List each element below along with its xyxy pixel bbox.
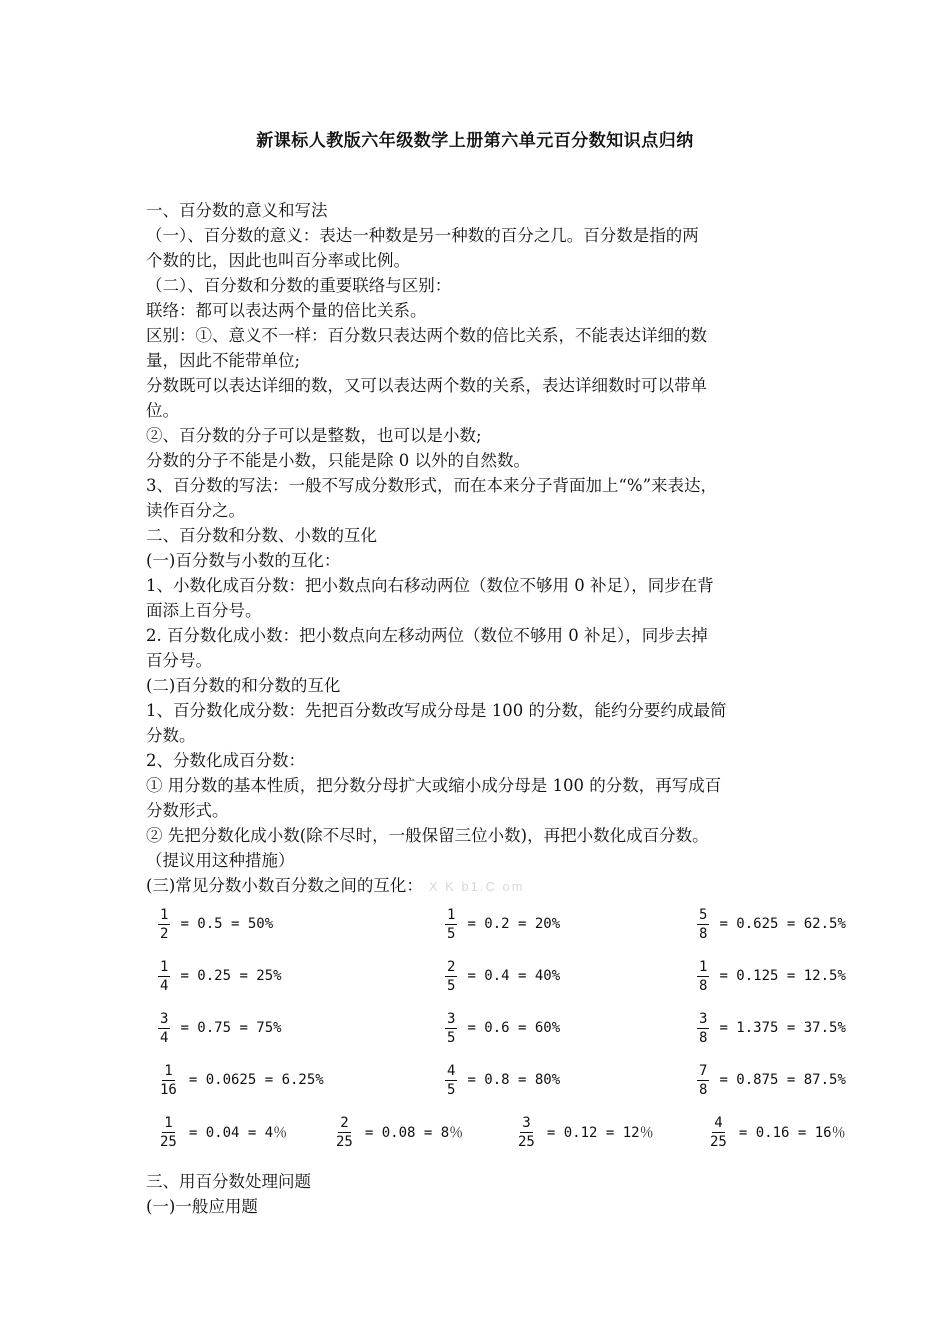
denominator: 4 <box>160 1029 169 1046</box>
text-line: 分数既可以表达详细的数，又可以表达两个数的关系，表达详细数时可以带单 <box>146 376 707 395</box>
text-line: (二)百分数的和分数的互化 <box>146 676 341 695</box>
fraction <box>445 1062 457 1099</box>
fraction <box>516 1114 537 1151</box>
text-line: (一)一般应用题 <box>146 1197 258 1216</box>
conversion-item <box>697 1006 846 1050</box>
fraction <box>697 958 709 995</box>
denominator: 16 <box>160 1081 177 1098</box>
denominator: 8 <box>699 1081 708 1098</box>
denominator: 25 <box>710 1133 727 1150</box>
conversion-value: = 1.375 = 37.5% <box>719 1020 846 1036</box>
numerator: 1 <box>160 958 169 975</box>
conversion-value: = 0.8 = 80% <box>467 1072 561 1088</box>
denominator: 5 <box>447 1081 456 1098</box>
denominator: 25 <box>336 1133 353 1150</box>
text-line: 一、百分数的意义和写法 <box>146 201 328 220</box>
conversion-value: = 0.6 = 60% <box>467 1020 561 1036</box>
text-line: (一)百分数与小数的互化： <box>146 551 341 570</box>
conversion-item <box>445 902 560 946</box>
conversion-item <box>158 1006 282 1050</box>
text-line: （一）、百分数的意义：表达一种数是另一种数的百分之几。百分数是指的两 <box>146 226 699 245</box>
numerator: 5 <box>699 906 708 923</box>
text-line: 1、小数化成百分数：把小数点向右移动两位（数位不够用 0 补足），同步在背 <box>146 576 714 595</box>
fraction <box>158 1114 179 1151</box>
numerator: 3 <box>699 1010 708 1027</box>
numerator: 1 <box>160 906 169 923</box>
text-line: ② 先把分数化成小数(除不尽时，一般保留三位小数)，再把小数化成百分数。 <box>146 826 709 845</box>
text-line: 读作百分之。 <box>146 501 245 520</box>
denominator: 5 <box>447 977 456 994</box>
conversion-value: = 0.5 = 50% <box>180 916 274 932</box>
text-line: 分数的分子不能是小数，只能是除 0 以外的自然数。 <box>146 451 530 470</box>
numerator: 4 <box>714 1114 723 1131</box>
conversion-value: = 0.08 = 8％ <box>364 1125 464 1141</box>
numerator: 1 <box>447 906 456 923</box>
document-title: 新课标人教版六年级数学上册第六单元百分数知识点归纳 <box>256 131 694 151</box>
conversion-item <box>445 1006 560 1050</box>
conversion-item <box>516 1110 654 1154</box>
text-line: ① 用分数的基本性质，把分数分母扩大或缩小成分母是 100 的分数，再写成百 <box>146 776 722 795</box>
denominator: 2 <box>160 925 169 942</box>
conversion-value: = 0.125 = 12.5% <box>719 968 846 984</box>
text-line: 位。 <box>146 401 179 420</box>
denominator: 4 <box>160 977 169 994</box>
conversion-value: = 0.875 = 87.5% <box>719 1072 846 1088</box>
text-line: （提议用这种措施） <box>146 851 295 870</box>
fraction <box>158 906 170 943</box>
conversion-value: = 0.2 = 20% <box>467 916 561 932</box>
numerator: 1 <box>164 1062 173 1079</box>
fraction <box>445 1010 457 1047</box>
denominator: 25 <box>160 1133 177 1150</box>
watermark: X K b1.C om <box>428 879 525 894</box>
text-line: 1、百分数化成分数：先把百分数改写成分母是 100 的分数，能约分要约成最简 <box>146 701 727 720</box>
numerator: 1 <box>164 1114 173 1131</box>
conversion-value: = 0.25 = 25% <box>180 968 282 984</box>
conversion-item <box>158 1058 324 1102</box>
conversion-value: = 0.12 = 12％ <box>546 1125 654 1141</box>
denominator: 8 <box>699 925 708 942</box>
conversion-item <box>697 902 846 946</box>
conversion-item <box>445 1058 560 1102</box>
section-heading-common-conversions <box>146 875 525 898</box>
text-line: 面添上百分号。 <box>146 601 262 620</box>
text-line: 2、分数化成百分数： <box>146 751 305 770</box>
section-heading: 三、用百分数处理问题 <box>146 1172 311 1191</box>
text-line: 个数的比，因此也叫百分率或比例。 <box>146 251 410 270</box>
numerator: 2 <box>447 958 456 975</box>
numerator: 7 <box>699 1062 708 1079</box>
fraction <box>334 1114 355 1151</box>
conversion-value: = 0.16 = 16％ <box>738 1125 846 1141</box>
text-line: 百分号。 <box>146 651 212 670</box>
conversion-item <box>445 954 560 998</box>
numerator: 3 <box>522 1114 531 1131</box>
text-line: 二、百分数和分数、小数的互化 <box>146 526 377 545</box>
conversion-item <box>334 1110 463 1154</box>
numerator: 3 <box>447 1010 456 1027</box>
text-line: 3、百分数的写法：一般不写成分数形式，而在本来分子背面加上“%”来表达， <box>146 476 718 495</box>
fraction <box>697 1010 709 1047</box>
conversion-item <box>708 1110 846 1154</box>
numerator: 3 <box>160 1010 169 1027</box>
denominator: 8 <box>699 1029 708 1046</box>
conversion-value: = 0.75 = 75% <box>180 1020 282 1036</box>
numerator: 1 <box>699 958 708 975</box>
text-line: （二）、百分数和分数的重要联络与区别： <box>146 276 452 295</box>
text-line: 分数。 <box>146 726 196 745</box>
conversion-item <box>158 1110 287 1154</box>
conversion-item <box>697 954 846 998</box>
text-line: 区别：①、意义不一样：百分数只表达两个数的倍比关系，不能表达详细的数 <box>146 326 707 345</box>
denominator: 5 <box>447 1029 456 1046</box>
conversion-value: = 0.4 = 40% <box>467 968 561 984</box>
fraction <box>158 1010 170 1047</box>
fraction <box>708 1114 729 1151</box>
text-line: 分数形式。 <box>146 801 229 820</box>
denominator: 5 <box>447 925 456 942</box>
text-line: 量，因此不能带单位; <box>146 351 301 370</box>
conversion-item <box>158 954 282 998</box>
conversion-value: = 0.04 = 4％ <box>188 1125 288 1141</box>
fraction <box>445 906 457 943</box>
conversion-value: = 0.0625 = 6.25% <box>188 1072 324 1088</box>
text-line: ②、百分数的分子可以是整数，也可以是小数; <box>146 426 482 445</box>
fraction <box>697 1062 709 1099</box>
fraction <box>158 958 170 995</box>
conversion-item <box>697 1058 846 1102</box>
text-line: 2. 百分数化成小数：把小数点向左移动两位（数位不够用 0 补足），同步去掉 <box>146 626 708 645</box>
numerator: 2 <box>340 1114 349 1131</box>
fraction <box>445 958 457 995</box>
conversion-item <box>158 902 273 946</box>
denominator: 25 <box>518 1133 535 1150</box>
numerator: 4 <box>447 1062 456 1079</box>
text-line: 联络：都可以表达两个量的倍比关系。 <box>146 301 427 320</box>
denominator: 8 <box>699 977 708 994</box>
fraction <box>158 1062 179 1099</box>
conversion-value: = 0.625 = 62.5% <box>719 916 846 932</box>
fraction <box>697 906 709 943</box>
text-line: (三)常见分数小数百分数之间的互化： <box>146 876 423 895</box>
